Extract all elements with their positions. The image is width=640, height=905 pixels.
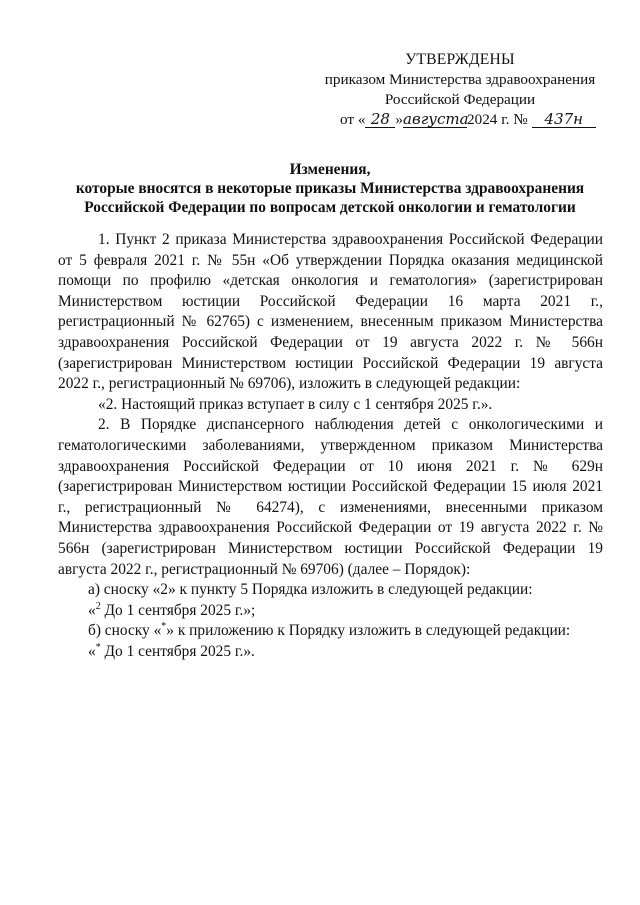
date-mid: »	[395, 111, 404, 128]
date-prefix: от «	[340, 111, 366, 128]
paragraph-2: «2. Настоящий приказ вступает в силу с 1 сентября 2025 г.».	[98, 395, 493, 413]
footnote-text: До 1 сентября 2025 г.»;	[100, 601, 256, 619]
quote-open: «	[88, 601, 96, 619]
approval-line-2: Российской Федерации	[384, 91, 536, 108]
heading-line-1: Изменения,	[289, 161, 371, 178]
paragraph-4: а) сноску «2» к пункту 5 Порядка изложить в следующей редакции:	[88, 581, 533, 599]
handwritten-day: 28	[365, 112, 395, 128]
quote-open-2: «	[88, 642, 96, 660]
date-year: 2024 г. №	[467, 111, 528, 128]
approval-order-line	[300, 110, 620, 130]
document-heading	[40, 160, 620, 217]
paragraph-7	[58, 642, 603, 663]
approval-title: УТВЕРЖДЕНЫ	[405, 51, 515, 68]
handwritten-month: августа	[403, 110, 469, 128]
paragraph-3: 2. В Порядке диспансерного наблюдения детей с онкологическими и гематологическими заболеваниями, утвержденном приказом Министерства здравоохранения Российской Федерации от 10 июня 2021 г. № 629н (зарегистрирован Министерством юстиции Российской Федерации 15 июля 2021 г., регистрационный № 64274), с изменениями, внесенными приказом Министерства здравоохранения Российской Федерации от 19 августа 2022 г. № 566н (зарегистрирован Министерством юстиции Российской Федерации 19 августа 2022 г., регистрационный № 69706) (далее – Порядок):	[58, 416, 603, 578]
paragraph-6	[58, 621, 603, 642]
document-body	[58, 230, 603, 662]
approval-stamp	[300, 50, 620, 130]
approval-line-1: приказом Министерства здравоохранения	[324, 71, 596, 88]
p6-after: » к приложению к Порядку изложить в следующей редакции:	[166, 622, 571, 640]
asterisk-mark: *	[161, 621, 167, 633]
heading-line-3: Российской Федерации по вопросам детской онкологии и гематологии	[84, 199, 576, 216]
footnote-mark: 2	[95, 600, 101, 612]
asterisk-text: До 1 сентября 2025 г.».	[100, 642, 255, 660]
p6-before: б) сноску «	[88, 622, 162, 640]
paragraph-1: 1. Пункт 2 приказа Министерства здравоохранения Российской Федерации от 5 февраля 2021 г. № 55н «Об утверждении Порядка оказания медицинской помощи по профилю «детская онкология и гематология» (зарегистрирован Министерством юстиции Российской Федерации 16 марта 2021 г., регистрационный № 62765) с изменением, внесенным приказом Министерства здравоохранения Российской Федерации от 19 августа 2022 г. № 566н (зарегистрирован Министерством юстиции Российской Федерации 19 августа 2022 г., регистрационный № 69706), изложить в следующей редакции:	[58, 231, 603, 393]
handwritten-order-number: 437н	[532, 112, 596, 128]
asterisk-mark-2: *	[95, 641, 101, 653]
paragraph-5	[58, 601, 603, 622]
heading-line-2: которые вносятся в некоторые приказы Министерства здравоохранения	[75, 180, 585, 197]
